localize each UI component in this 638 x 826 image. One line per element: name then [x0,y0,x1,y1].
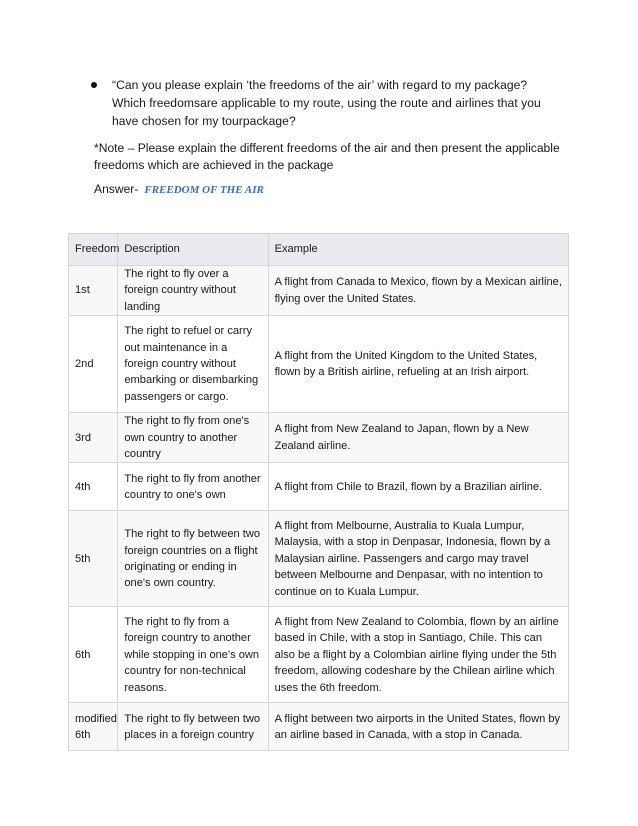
table-row [69,316,569,413]
header-description: Description [118,234,268,266]
answer-line [94,181,264,199]
example-cell: A flight from Melbourne, Australia to Kuala Lumpur, Malaysia, with a stop in Denpasar, Indonesia, flown by a Malaysian airline. Passengers and cargo may travel between Melbourne and Denpasar, with no intention to continue on to Kuala Lumpur. [268,511,568,607]
table-row [69,266,569,316]
example-cell: A flight from Chile to Brazil, flown by a Brazilian airline. [268,463,568,511]
freedom-cell: 3rd [69,413,118,463]
freedom-cell: 2nd [69,316,118,413]
bullet-icon [91,82,97,88]
description-cell: The right to refuel or carry out maintenance in a foreign country without embarking or disembarking passengers or cargo. [118,316,268,413]
description-cell: The right to fly between two places in a foreign country [118,703,268,751]
freedom-cell: 6th [69,607,118,703]
freedom-cell: 1st [69,266,118,316]
description-cell: The right to fly between two foreign countries on a flight originating or ending in one's own country. [118,511,268,607]
description-cell: The right to fly over a foreign country without landing [118,266,268,316]
freedom-cell: modified 6th [69,703,118,751]
example-cell: A flight from New Zealand to Colombia, flown by an airline based in Chile, with a stop in Santiago, Chile. This can also be a flight by a Colombian airline flying under the 5th freedom, allowing codeshare by the Chilean airline which uses the 6th freedom. [268,607,568,703]
example-cell: A flight from New Zealand to Japan, flown by a New Zealand airline. [268,413,568,463]
example-cell: A flight from the United Kingdom to the United States, flown by a British airline, refueling at an Irish airport. [268,316,568,413]
table-row [69,607,569,703]
answer-label: Answer- [94,182,139,196]
question-text: “Can you please explain ‘the freedoms of the air’ with regard to my package? Which freedomsare applicable to my route, using the route and airlines that you have chosen for my tourpackage? [112,78,541,128]
freedoms-table [68,233,569,751]
table-row [69,511,569,607]
table-header-row [69,234,569,266]
example-cell: A flight from Canada to Mexico, flown by a Mexican airline, flying over the United States. [268,266,568,316]
header-freedom: Freedom [69,234,118,266]
description-cell: The right to fly from one's own country to another country [118,413,268,463]
description-cell: The right to fly from another country to one's own [118,463,268,511]
freedom-cell: 4th [69,463,118,511]
answer-title: FREEDOM OF THE AIR [144,184,264,196]
freedom-cell: 5th [69,511,118,607]
example-cell: A flight between two airports in the United States, flown by an airline based in Canada, with a stop in Canada. [268,703,568,751]
table-row [69,703,569,751]
note-text: *Note – Please explain the different freedoms of the air and then present the applicable freedoms which are achieved in the package [94,141,560,172]
question-bullet [88,76,558,130]
table-row [69,413,569,463]
description-cell: The right to fly from a foreign country to another while stopping in one's own country for non-technical reasons. [118,607,268,703]
table-row [69,463,569,511]
header-example: Example [268,234,568,266]
